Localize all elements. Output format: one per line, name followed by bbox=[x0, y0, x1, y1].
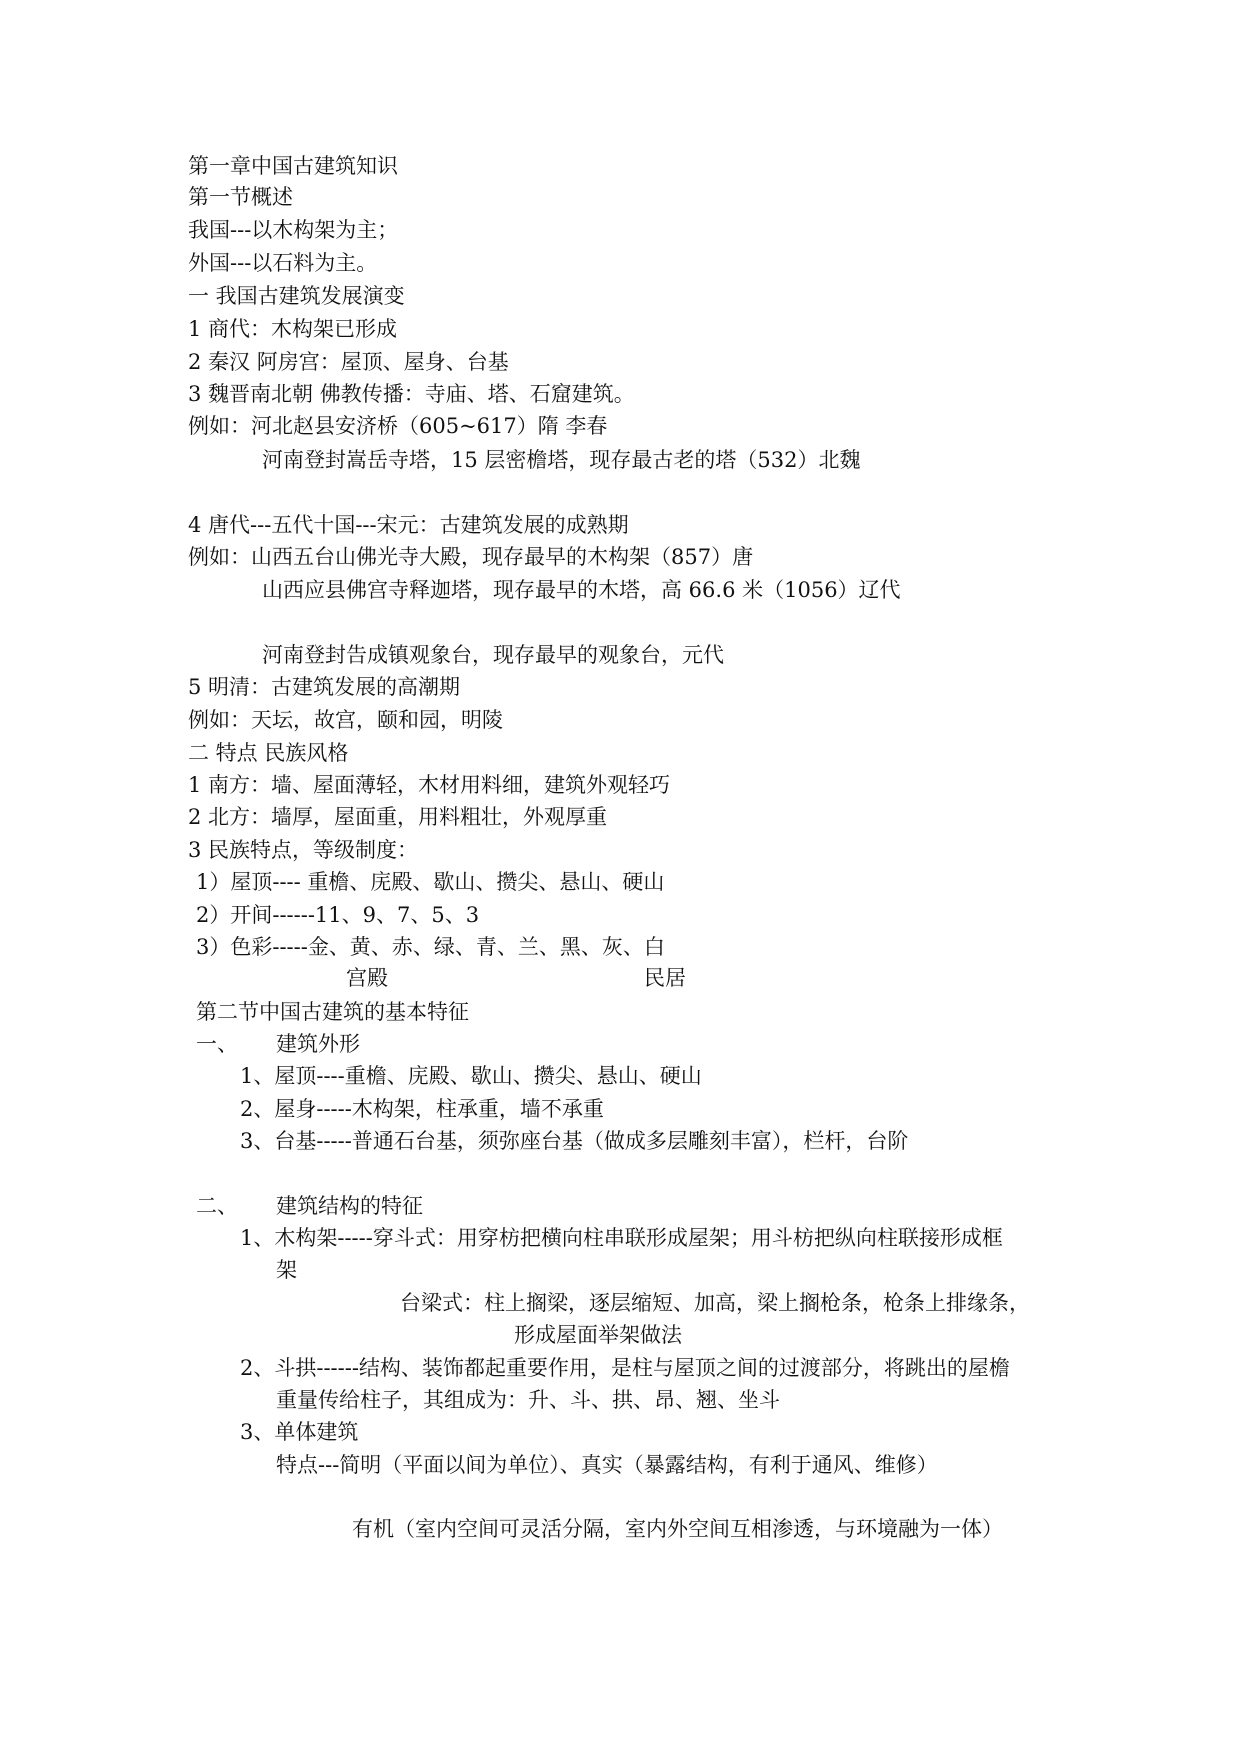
list-item: 3、单体建筑 bbox=[240, 1420, 359, 1444]
heading-text: 建筑外形 bbox=[276, 1032, 360, 1056]
heading-number: 二、 bbox=[196, 1194, 238, 1218]
text-line: 1 南方：墙、屋面薄轻，木材用料细，建筑外观轻巧 bbox=[188, 773, 671, 797]
list-item-sub: 台梁式：柱上搁梁，逐层缩短、加高，梁上搁枪条，枪条上排缘条， bbox=[400, 1291, 1030, 1315]
example-line: 河南登封嵩岳寺塔，15 层密檐塔，现存最古老的塔（532）北魏 bbox=[262, 448, 861, 472]
text-line: 外国---以石料为主。 bbox=[188, 251, 378, 275]
text-line: 4 唐代---五代十国---宋元：古建筑发展的成熟期 bbox=[188, 513, 629, 537]
caption-palace: 宫殿 bbox=[346, 966, 388, 990]
text-line: 2 秦汉 阿房宫：屋顶、屋身、台基 bbox=[188, 350, 509, 374]
example-line: 河南登封告成镇观象台，现存最早的观象台，元代 bbox=[262, 643, 724, 667]
example-line: 例如：河北赵县安济桥（605~617）隋 李春 bbox=[188, 414, 608, 438]
heading-line: 二 特点 民族风格 bbox=[188, 741, 349, 765]
list-item: 2、屋身-----木构架，柱承重，墙不承重 bbox=[240, 1097, 604, 1121]
text-line: 3 魏晋南北朝 佛教传播：寺庙、塔、石窟建筑。 bbox=[188, 382, 635, 406]
text-line: 1）屋顶---- 重檐、庑殿、歇山、攒尖、悬山、硬山 bbox=[196, 870, 665, 894]
text-line: 3）色彩-----金、黄、赤、绿、青、兰、黑、灰、白 bbox=[196, 935, 665, 959]
text-line: 1 商代：木构架已形成 bbox=[188, 317, 398, 341]
chapter-title: 第一章中国古建筑知识 bbox=[188, 154, 398, 178]
list-item: 3、台基-----普通石台基，须弥座台基（做成多层雕刻丰富），栏杆，台阶 bbox=[240, 1129, 909, 1153]
list-item: 2、斗拱------结构、装饰都起重要作用，是柱与屋顶之间的过渡部分，将跳出的屋檐 bbox=[240, 1356, 1010, 1380]
list-item-sub: 有机（室内空间可灵活分隔，室内外空间互相渗透，与环境融为一体） bbox=[352, 1517, 1003, 1541]
section-title: 第一节概述 bbox=[188, 185, 293, 209]
list-item-sub: 形成屋面举架做法 bbox=[514, 1323, 682, 1347]
list-item: 1、屋顶----重檐、庑殿、歇山、攒尖、悬山、硬山 bbox=[240, 1064, 702, 1088]
caption-residence: 民居 bbox=[644, 966, 686, 990]
list-item-continuation: 架 bbox=[276, 1258, 297, 1282]
heading-text: 建筑结构的特征 bbox=[276, 1194, 423, 1218]
text-line: 我国---以木构架为主； bbox=[188, 218, 399, 242]
heading-number: 一、 bbox=[196, 1032, 238, 1056]
heading-line: 一 我国古建筑发展演变 bbox=[188, 284, 405, 308]
text-line: 2）开间------11、9、7、5、3 bbox=[196, 903, 480, 927]
text-line: 5 明清：古建筑发展的高潮期 bbox=[188, 675, 461, 699]
list-item-continuation: 重量传给柱子，其组成为：升、斗、拱、昂、翘、坐斗 bbox=[276, 1388, 780, 1412]
list-item: 1、木构架-----穿斗式：用穿枋把横向柱串联形成屋架；用斗枋把纵向柱联接形成框 bbox=[240, 1226, 1003, 1250]
text-line: 3 民族特点，等级制度： bbox=[188, 838, 419, 862]
section-title: 第二节中国古建筑的基本特征 bbox=[196, 1000, 469, 1024]
example-line: 例如：山西五台山佛光寺大殿，现存最早的木构架（857）唐 bbox=[188, 545, 754, 569]
example-line: 例如：天坛，故宫，颐和园，明陵 bbox=[188, 708, 503, 732]
example-line: 山西应县佛宫寺释迦塔，现存最早的木塔，高 66.6 米（1056）辽代 bbox=[262, 578, 901, 602]
text-line: 2 北方：墙厚，屋面重，用料粗壮，外观厚重 bbox=[188, 805, 608, 829]
list-item-sub: 特点---简明（平面以间为单位）、真实（暴露结构，有利于通风、维修） bbox=[276, 1453, 938, 1477]
